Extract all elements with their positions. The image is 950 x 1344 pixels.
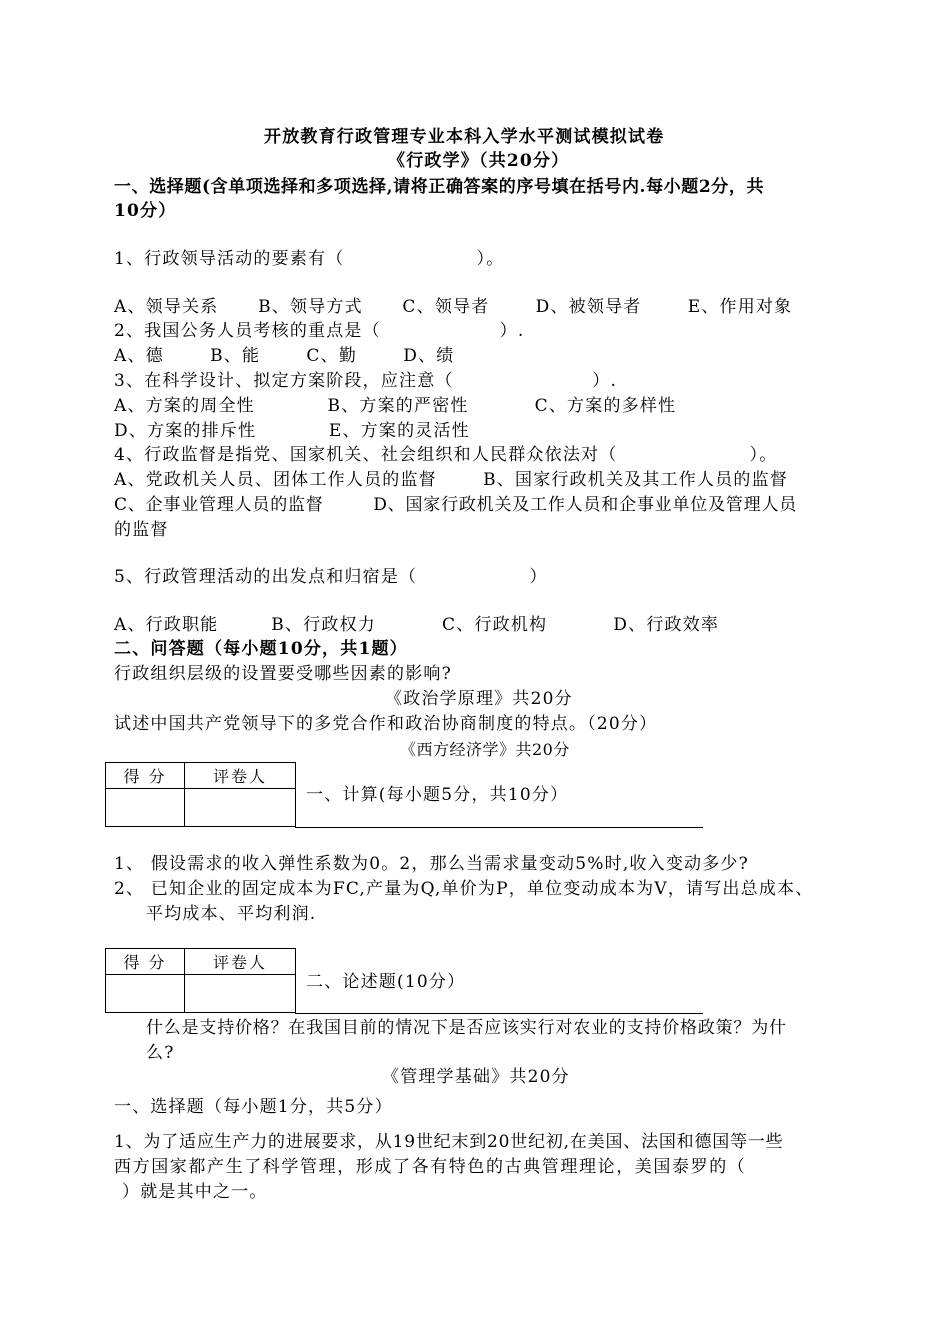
xzx-q4-options-b: C、企事业管理人员的监督 D、国家行政机关及工作人员和企事业单位及管理人员 [114,495,798,515]
xzx-q5-options: A、行政职能 B、行政权力 C、行政机构 D、行政效率 [114,615,720,635]
zzx-header: 《政治学原理》共20分 [385,689,573,709]
xzx-q1: 1、行政领导活动的要素有（ ）。 [114,249,505,269]
glx-q1-cont2: ）就是其中之一。 [122,1182,268,1202]
score-table-1 [105,762,296,827]
score-label: 得 分 [106,949,185,975]
section-divider [295,1013,703,1014]
page-title: 开放教育行政管理专业本科入学水平测试模拟试卷 [264,127,665,147]
xfjj-header: 《西方经济学》共20分 [400,740,570,759]
grader-label: 评卷人 [185,949,296,975]
xfjj-q2-cont: 平均成本、平均利润. [146,904,317,924]
grader-label: 评卷人 [185,763,296,789]
xzx-q2-options: A、德 B、能 C、勤 D、绩 [114,346,455,366]
xzx-q3-options-b: D、方案的排斥性 E、方案的灵活性 [114,421,470,441]
xzx-part2-heading: 二、问答题（每小题10分，共1题） [114,639,408,659]
xzx-part1-heading-cont: 10分） [114,201,177,221]
xfjj-part2-question: 什么是支持价格？在我国目前的情况下是否应该实行对农业的支持价格政策？为什 [146,1018,787,1038]
xfjj-part2-heading: 二、论述题(10分） [306,972,466,992]
xfjj-q2: 2、 已知企业的固定成本为FC,产量为Q,单价为P，单位变动成本为V，请写出总成本、 [114,879,814,899]
xzx-q4-options-a: A、党政机关人员、团体工作人员的监督 B、国家行政机关及其工作人员的监督 [114,470,788,490]
xfjj-part2-question-cont: 么? [146,1043,175,1063]
section-divider [295,827,703,828]
score-table-2 [105,948,296,1013]
xzx-q2: 2、我国公务人员考核的重点是（ ）. [114,321,525,341]
xzx-q3-options-a: A、方案的周全性 B、方案的严密性 C、方案的多样性 [114,396,677,416]
zzx-question: 试述中国共产党领导下的多党合作和政治协商制度的特点。（20分） [114,714,658,734]
glx-part1-heading: 一、选择题（每小题1分，共5分） [114,1097,393,1117]
glx-header: 《管理学基础》共20分 [382,1067,570,1087]
score-cell [106,789,185,827]
xzx-q4-options-c: 的监督 [114,520,169,540]
xfjj-q1: 1、 假设需求的收入弹性系数为0。2，那么当需求量变动5%时,收入变动多少? [114,854,749,874]
grader-cell [185,975,296,1013]
score-cell [106,975,185,1013]
grader-cell [185,789,296,827]
xzx-part1-heading: 一、选择题(含单项选择和多项选择,请将正确答案的序号填在括号内.每小题2分，共 [114,177,765,197]
glx-q1: 1、为了适应生产力的进展要求，从19世纪末到20世纪初,在美国、法国和德国等一些 [114,1132,784,1152]
xfjj-part1-heading: 一、计算(每小题5分，共10分） [306,785,569,805]
glx-q1-cont: 西方国家都产生了科学管理，形成了各有特色的古典管理理论，美国泰罗的（ [114,1157,747,1177]
score-label: 得 分 [106,763,185,789]
xzx-part2-question: 行政组织层级的设置要受哪些因素的影响? [114,664,452,684]
xzx-q4: 4、行政监督是指党、国家机关、社会组织和人民群众依法对（ ）。 [114,445,778,465]
xzx-header: 《行政学》（共20分） [388,151,570,171]
xzx-q1-options: A、领导关系 B、领导方式 C、领导者 D、被领导者 E、作用对象 [114,297,793,317]
xzx-q5: 5、行政管理活动的出发点和归宿是（ ） [114,567,548,587]
xzx-q3: 3、在科学设计、拟定方案阶段，应注意（ ）. [114,371,618,391]
